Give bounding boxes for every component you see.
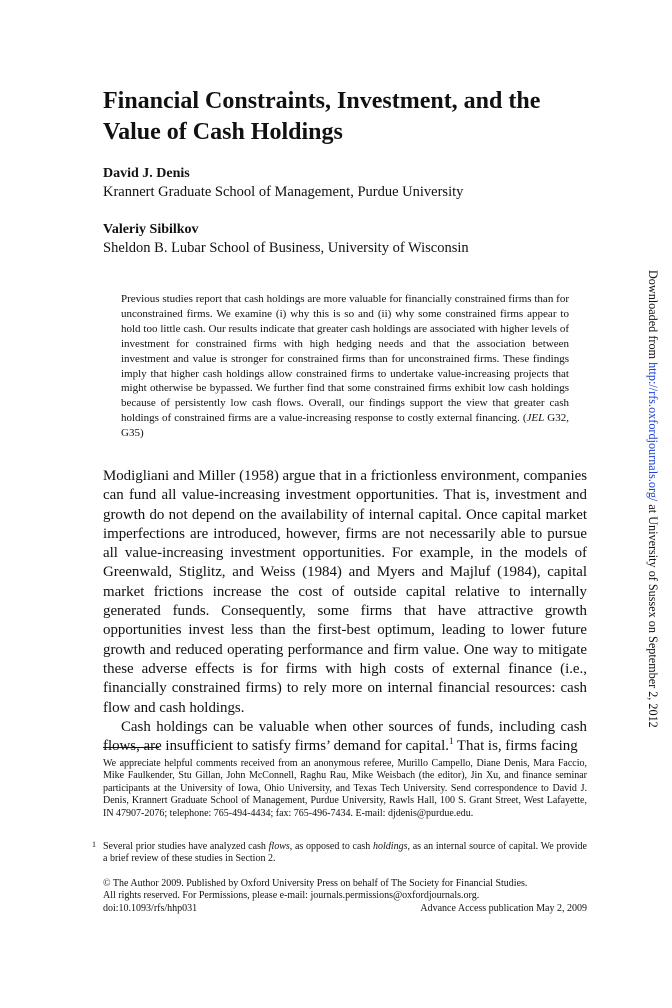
footnote-1-em-flows: flows [268, 841, 290, 852]
footnote-divider [103, 747, 159, 748]
footnote-1-text-a: Several prior studies have analyzed cash [103, 841, 269, 852]
body-paragraph-2-text: Cash holdings can be valuable when other sources of funds, including cash flows, are insufficient to satisfy firms’ demand for capital. [103, 718, 587, 755]
download-suffix: at University of Sussex on September 2, 2012 [646, 501, 660, 728]
download-prefix: Downloaded from [646, 270, 660, 363]
body-text [103, 467, 587, 756]
abstract [121, 292, 569, 441]
paper-title: Financial Constraints, Investment, and the Value of Cash Holdings [103, 88, 541, 145]
author-affiliation-2: Sheldon B. Lubar School of Business, University of Wisconsin [103, 240, 469, 256]
body-paragraph-2-end: That is, firms facing [453, 738, 578, 755]
doi: doi:10.1093/rfs/hhp031 [103, 902, 198, 914]
author-affiliation-1: Krannert Graduate School of Management, Purdue University [103, 184, 464, 200]
copyright-line-1: © The Author 2009. Published by Oxford University Press on behalf of The Society for Financial Studies. [103, 878, 528, 889]
footnote-1-em-holdings: holdings [373, 841, 408, 852]
footnote-ref-1[interactable]: 1 [448, 736, 454, 747]
copyright-line-3 [103, 903, 587, 915]
author-name-1: David J. Denis [103, 166, 190, 181]
author-name-2: Valeriy Sibilkov [103, 222, 199, 237]
copyright-block [103, 878, 587, 915]
journal-link[interactable]: http://rfs.oxfordjournals.org/ [646, 362, 660, 502]
jel-label: JEL [526, 412, 545, 425]
body-paragraph-2 [103, 718, 587, 757]
footnote-1-text-c: , as an internal source of capital. We provide a brief review of these studies in Section 2. [103, 841, 587, 865]
jel-codes: G32, G35) [121, 412, 569, 440]
download-notice [646, 270, 660, 728]
acknowledgment-footnote: We appreciate helpful comments received from an anonymous referee, Murillo Campello, Diane Denis, Mara Faccio, Mike Faulkender, Stu Gillan, John McConnell, Raghu Rau, Mike Weisbach (the editor), Jin Xu, and finance seminar participants at the University of Iowa, Ohio University, and Texas Tech University. Send correspondence to David J. Denis, Krannert Graduate School of Management, Purdue University, Rawls Hall, 100 S. Grant Street, West Lafayette, IN 47907-2076; telephone: 765-494-4434; fax: 765-496-7434. E-mail: djdenis@purdue.edu. [103, 758, 587, 819]
copyright-line-2: All rights reserved. For Permissions, please e-mail: journals.permissions@oxfordjournals.org. [103, 890, 480, 902]
advance-access-date: Advance Access publication May 2, 2009 [420, 902, 587, 914]
footnote-1 [103, 841, 587, 866]
footnote-1-text-b: , as opposed to cash [289, 841, 374, 852]
abstract-text: Previous studies report that cash holdings are more valuable for financially constrained firms than for unconstrained firms. We examine (i) why this is so and (ii) why some constrained firms appear to hold too little cash. Our results indicate that greater cash holdings are associated with higher levels of investment for constrained firms with high hedging needs and that the association between investment and value is stronger for constrained firms than for unconstrained firms. These findings imply that higher cash holdings allow constrained firms to undertake value-increasing projects that might otherwise be bypassed. We further find that some constrained firms exhibit low cash holdings because of persistently low cash flows. Overall, our findings support the view that greater cash holdings of constrained firms are a value-increasing response to costly external financing. ( [121, 293, 569, 425]
body-paragraph-1: Modigliani and Miller (1958) argue that in a frictionless environment, companies can fund all value-increasing investment opportunities. That is, investment and growth do not depend on the availability of internal capital. Once capital market imperfections are introduced, however, firms are not necessarily able to pursue all value-increasing investment opportunities. For example, in the models of Greenwald, Stiglitz, and Weiss (1984) and Myers and Majluf (1984), capital market frictions increase the cost of outside capital relative to internally generated funds. Consequently, some firms that have attractive growth opportunities invest less than the first-best optimum, leading to lower future growth and reduced operating performance and firm value. One way to mitigate these adverse effects is for firms with high costs of external finance (i.e., financially constrained firms) to rely more on internal financial resources: cash flow and cash holdings. [103, 468, 587, 716]
footnote-marker-1: 1 [92, 840, 96, 849]
